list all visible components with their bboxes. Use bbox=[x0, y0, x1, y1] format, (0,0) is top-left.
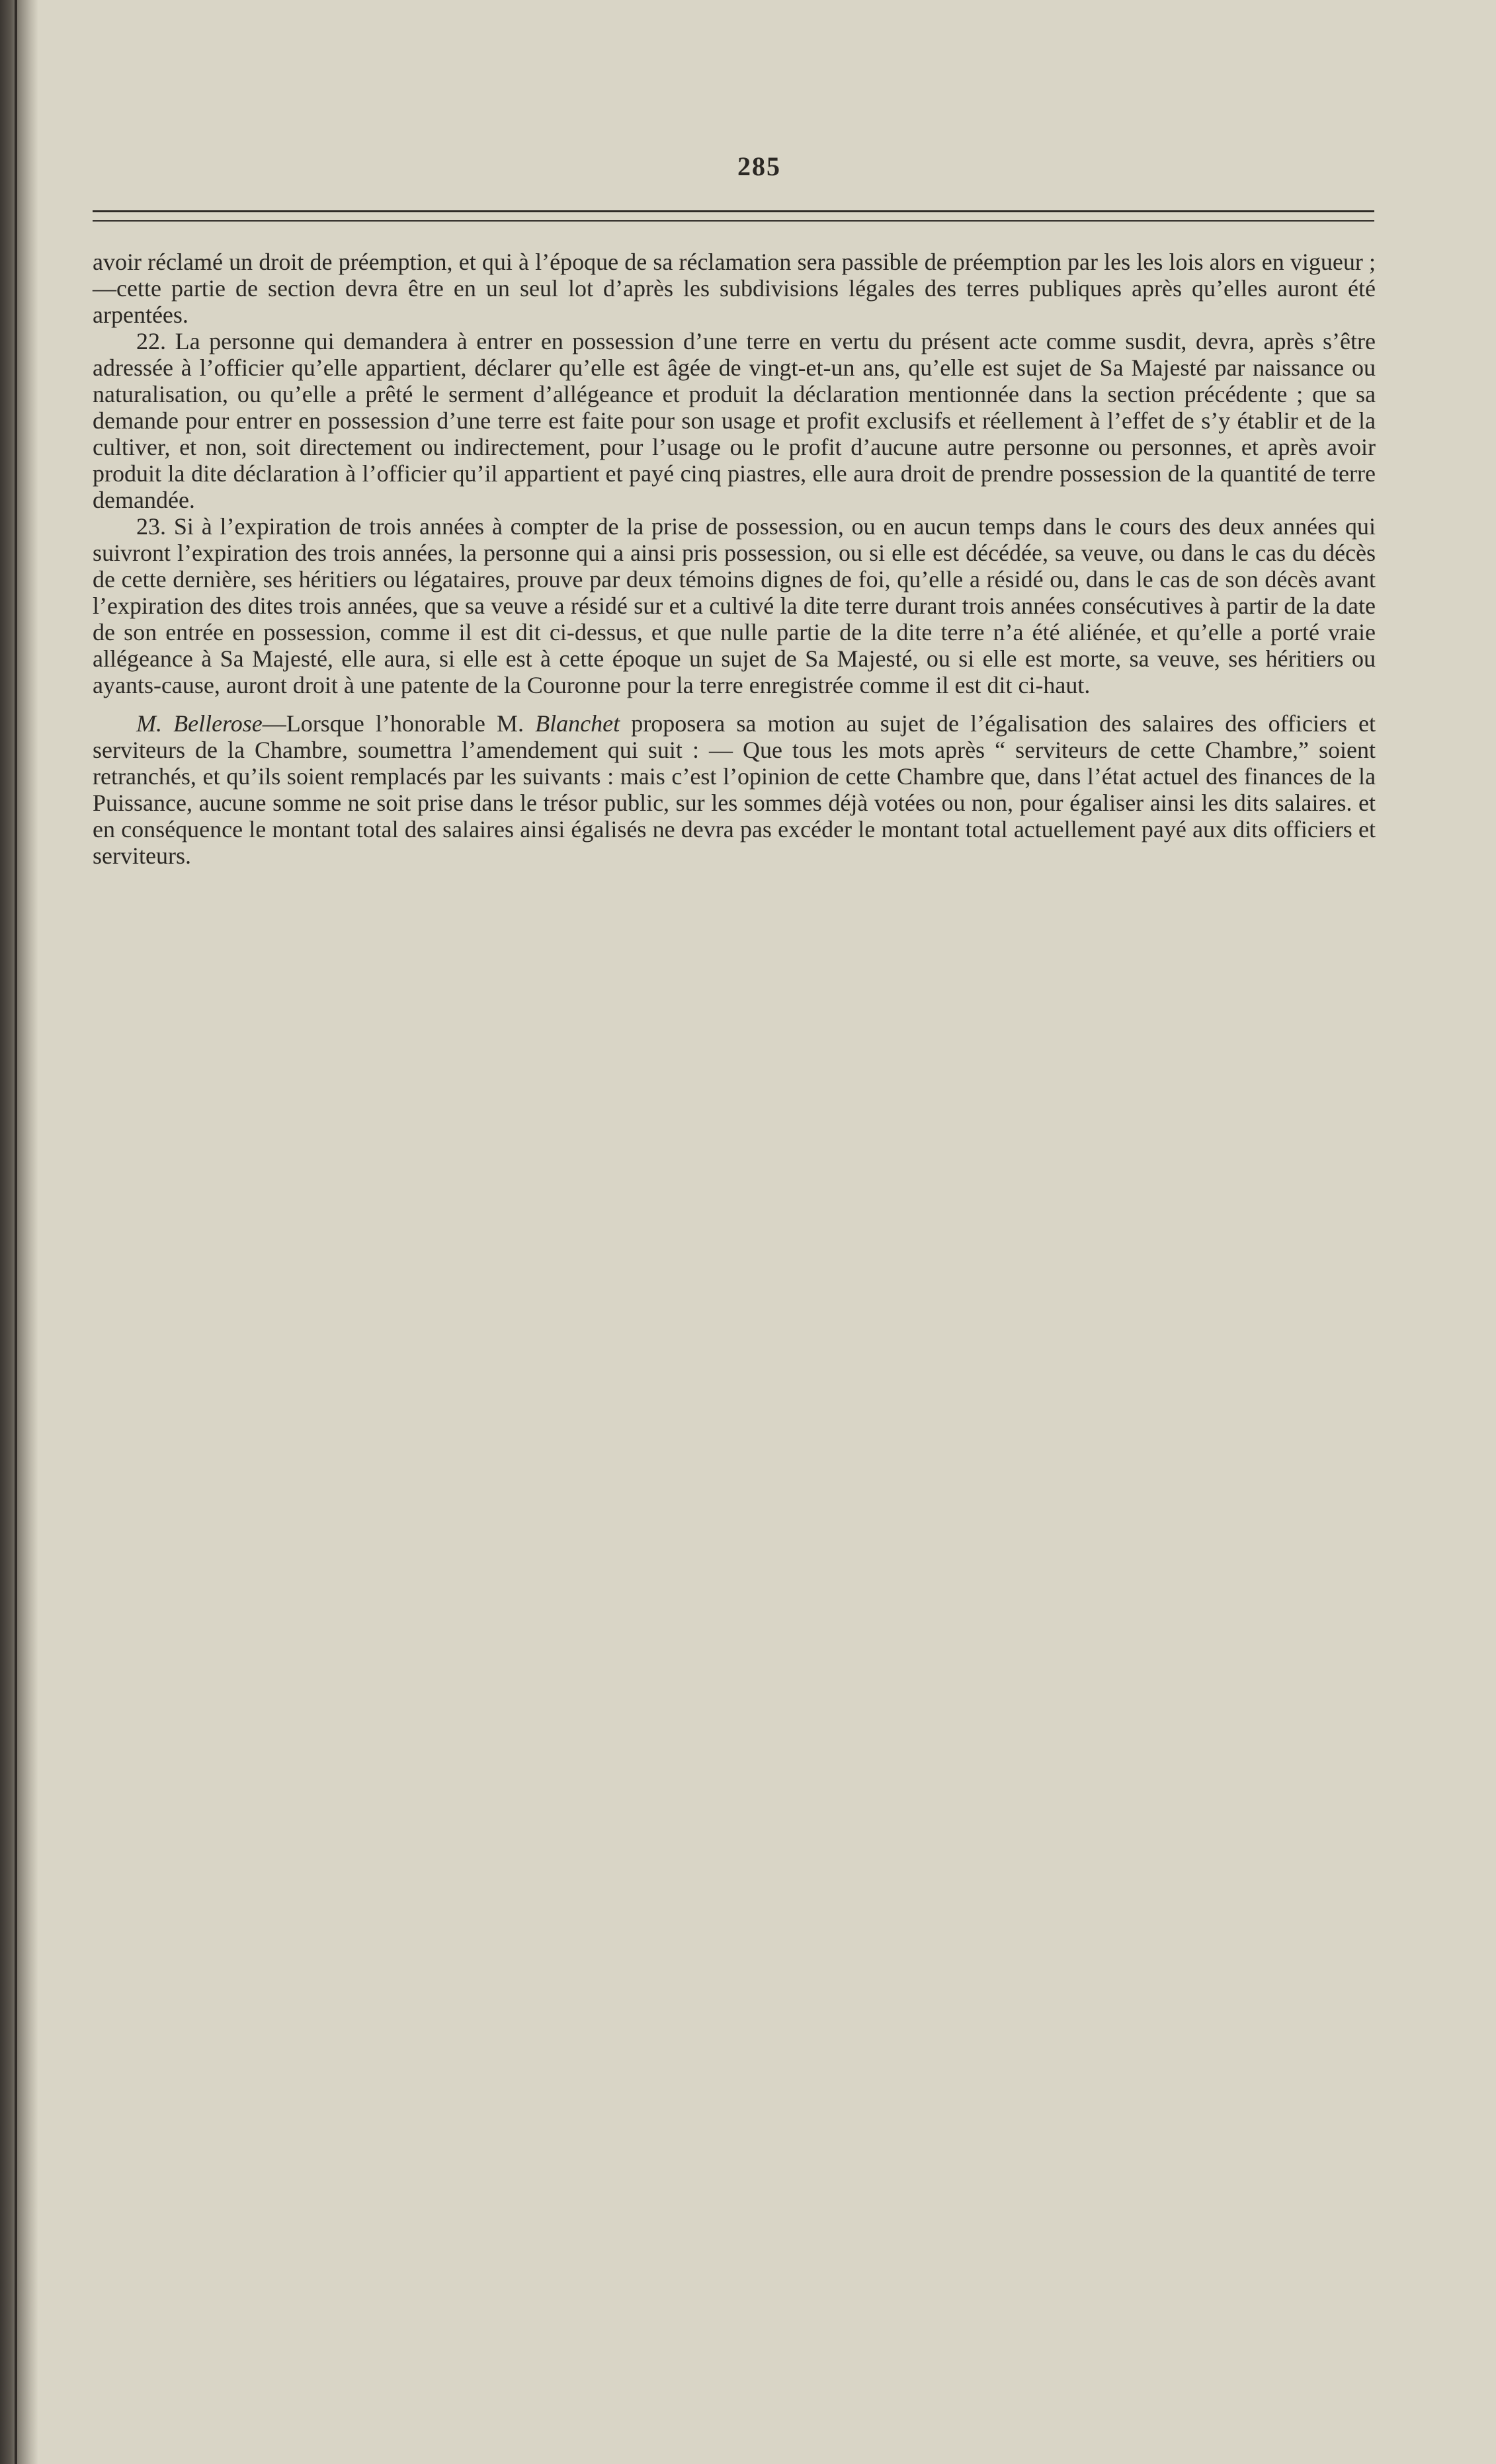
motion-text-part-2: proposera sa motion au sujet de l’égalisation des salaires des officiers et serviteurs de la Chambre, soumettra l’amendement qui suit : — Que tous les mots après “ serviteurs de cette Chambre,” soient retranchés, et qu’ils soient remplacés par les suivants : mais c’est l’opinion de cette Chambre que, dans l’état actuel des finances de la Puissance, aucune somme ne soit prise dans le trésor public, sur les sommes déjà votées ou non, pour égaliser ainsi les dits salaires. et en conséquence le montant total des salaires ainsi égalisés ne devra pas excéder le montant total actuellement payé aux dits officiers et serviteurs. bbox=[93, 710, 1376, 869]
document-page bbox=[38, 0, 1496, 2464]
motion-text-part-1: —Lorsque l’honorable M. bbox=[262, 710, 536, 737]
speaker-name: M. Bellerose bbox=[136, 710, 263, 737]
page-number: 285 bbox=[737, 151, 781, 181]
page-binding-edge bbox=[0, 0, 38, 2464]
header-rule-left bbox=[93, 210, 680, 222]
paragraph-section-22: 22. La personne qui demandera à entrer en possession d’une terre en vertu du présent acte comme susdit, devra, après s’être adressée à l’officier qu’elle appartient, déclarer qu’elle est âgée de vingt-et-un ans, qu’elle est sujet de Sa Majesté par naissance ou naturalisation, ou qu’elle a prêté le serment d’allégeance et produit la déclaration mentionnée dans la section précédente ; que sa demande pour entrer en possession d’une terre est faite pour son usage et profit exclusifs et réellement à l’effet de s’y établir et de la cultiver, et non, soit directement ou indirectement, pour l’usage ou le profit d’aucune autre personne ou personnes, et après avoir produit la dite déclaration à l’officier qu’il appartient et payé cinq piastres, elle aura droit de prendre possession de la quantité de terre demandée. bbox=[93, 328, 1376, 513]
paragraph-motion bbox=[93, 710, 1376, 869]
body-text bbox=[93, 249, 1376, 869]
paragraph-section-23: 23. Si à l’expiration de trois années à compter de la prise de possession, ou en aucun temps dans le cours des deux années qui suivront l’expiration des trois années, la personne qui a ainsi pris possession, ou si elle est décédée, sa veuve, ou dans le cas du décès de cette dernière, ses héritiers ou légataires, prouve par deux témoins dignes de foi, qu’elle a résidé ou, dans le cas de son décès avant l’expiration des dites trois années, que sa veuve a résidé sur et a cultivé la dite terre durant trois années consécutives à partir de la date de son entrée en possession, comme il est dit ci-dessus, et que nulle partie de la dite terre n’a été aliénée, et qu’elle a porté vraie allégeance à Sa Majesté, elle aura, si elle est à cette époque un sujet de Sa Majesté, ou si elle est morte, sa veuve, ses héritiers ou ayants-cause, auront droit à une patente de la Couronne pour la terre enregistrée comme il est dit ci-haut. bbox=[93, 513, 1376, 698]
paragraph-continuation: avoir réclamé un droit de préemption, et qui à l’époque de sa réclamation sera passible de préemption par les les lois alors en vigueur ;—cette partie de section devra être en un seul lot d’après les subdivisions légales des terres publiques après qu’elles auront été arpentées. bbox=[93, 249, 1376, 328]
referenced-name: Blanchet bbox=[535, 710, 620, 737]
header-rule-right bbox=[672, 210, 1374, 222]
binding-rule bbox=[15, 0, 17, 2464]
